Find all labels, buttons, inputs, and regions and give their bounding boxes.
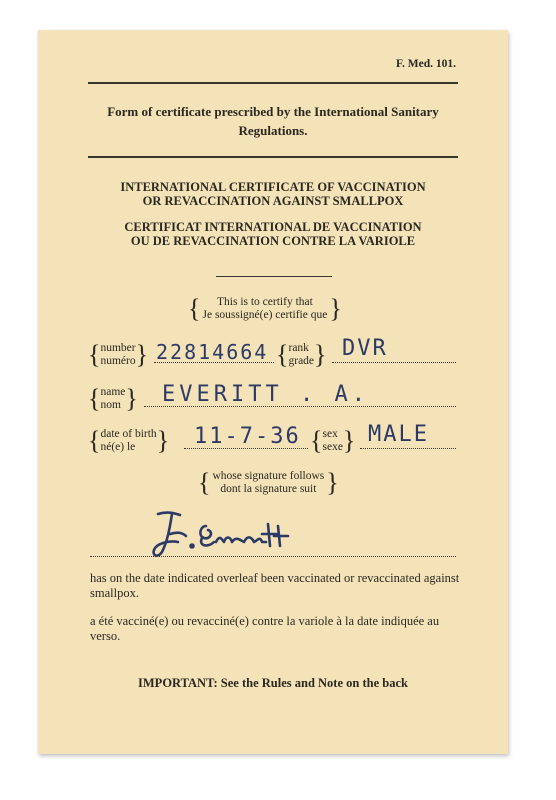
sex-label: { sex sexe } bbox=[310, 426, 356, 455]
important-note bbox=[78, 676, 468, 691]
statement-english: has on the date indicated overleaf been vaccinated or revaccinated against smallpox. bbox=[90, 571, 460, 600]
title-french bbox=[78, 220, 468, 248]
prescribed-heading: Form of certificate prescribed by the International Sanitary Regulations. bbox=[107, 104, 439, 138]
title-french-line2: OU DE REVACCINATION CONTRE LA VARIOLE bbox=[130, 234, 416, 248]
statement-french: a été vacciné(e) ou revacciné(e) contre la variole à la date indiquée au verso. bbox=[90, 614, 440, 643]
title-french-line1: CERTIFICAT INTERNATIONAL DE VACCINATION bbox=[124, 220, 422, 234]
certify-fr: Je soussigné(e) certifie que bbox=[202, 309, 328, 321]
dob-label: { date of birth né(e) le } bbox=[88, 426, 170, 455]
title-english-line2: OR REVACCINATION AGAINST SMALLPOX bbox=[142, 194, 404, 208]
heading-rule bbox=[88, 156, 458, 158]
rank-label-fr: grade bbox=[288, 355, 315, 367]
right-brace: } bbox=[329, 294, 342, 323]
rank-dotted-line bbox=[332, 362, 456, 363]
sex-label-en: sex bbox=[322, 428, 338, 440]
dob-value: 11-7-36 bbox=[194, 424, 301, 449]
certify-en: This is to certify that bbox=[217, 296, 313, 308]
signature-caption-fr: dont la signature suit bbox=[220, 483, 317, 495]
top-rule bbox=[88, 82, 458, 84]
name-value: EVERITT . A. bbox=[162, 382, 369, 407]
certify-block bbox=[188, 296, 342, 322]
dob-label-fr: né(e) le bbox=[100, 441, 136, 453]
rank-value: DVR bbox=[342, 336, 388, 361]
title-english-line1: INTERNATIONAL CERTIFICATE OF VACCINATION bbox=[120, 180, 426, 194]
important-label: IMPORTANT: bbox=[138, 676, 218, 690]
important-text: See the Rules and Note on the back bbox=[220, 676, 408, 690]
left-brace: { bbox=[188, 294, 201, 323]
signature-caption: { whose signature follows dont la signature suit } bbox=[198, 468, 339, 497]
name-label-en: name bbox=[100, 386, 126, 398]
number-label-en: number bbox=[100, 342, 136, 354]
name-label: { name nom } bbox=[88, 384, 138, 413]
short-divider bbox=[216, 276, 332, 277]
sex-value: MALE bbox=[368, 422, 429, 447]
dob-label-en: date of birth bbox=[100, 428, 157, 440]
signature-caption-en: whose signature follows bbox=[212, 470, 325, 482]
title-english bbox=[78, 180, 468, 208]
signature-dotted-line bbox=[90, 556, 456, 557]
sex-dotted-line bbox=[360, 448, 456, 449]
form-number: F. Med. 101. bbox=[396, 58, 456, 70]
name-label-fr: nom bbox=[100, 399, 121, 411]
number-label: { number numéro } bbox=[88, 340, 149, 369]
rank-label-en: rank bbox=[288, 342, 309, 354]
rank-label: { rank grade } bbox=[276, 340, 327, 369]
number-value: 22814664 bbox=[156, 340, 269, 364]
sex-label-fr: sexe bbox=[322, 441, 343, 453]
number-label-fr: numéro bbox=[100, 355, 136, 367]
certificate-card bbox=[38, 30, 508, 754]
